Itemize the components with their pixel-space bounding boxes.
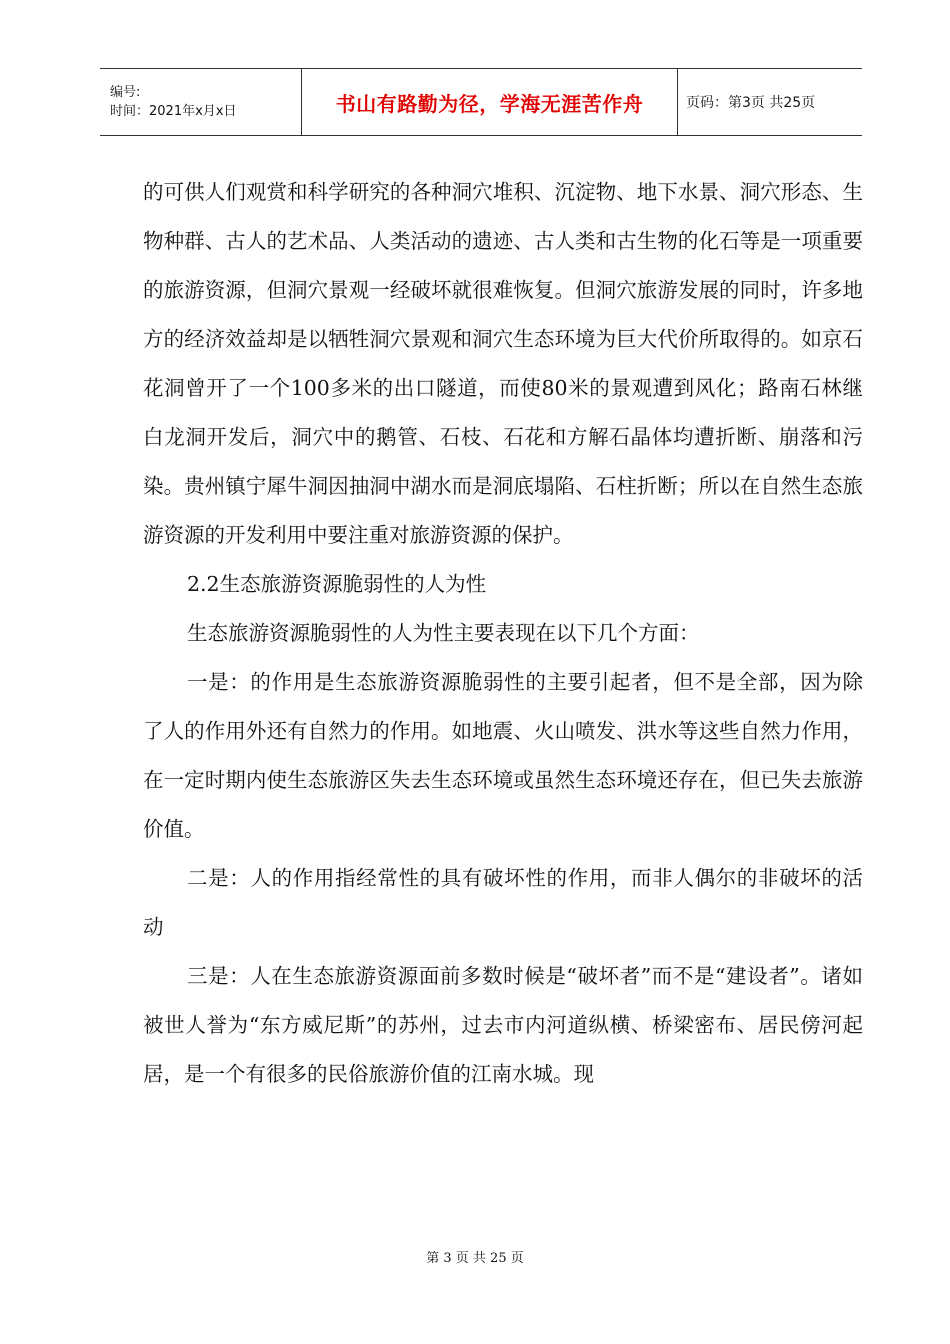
paragraph: 三是：人在生态旅游资源面前多数时候是“破坏者”而不是“建设者”。诸如被世人誉为“东方威尼斯”的苏州，过去市内河道纵横、桥梁密布、居民傍河起居，是一个有很多的民俗旅游价值的江南水城。现 <box>143 964 863 1086</box>
paragraph: 生态旅游资源脆弱性的人为性主要表现在以下几个方面： <box>187 621 700 645</box>
section-heading: 2.2生态旅游资源脆弱性的人为性 <box>187 572 487 596</box>
header-meta <box>100 69 302 135</box>
paragraph: 二是：人的作用指经常性的具有破坏性的作用，而非人偶尔的非破坏的活动 <box>143 866 863 939</box>
header-motto-cell <box>302 69 678 135</box>
paragraph: 的可供人们观赏和科学研究的各种洞穴堆积、沉淀物、地下水景、洞穴形态、生物种群、古人的艺术品、人类活动的遗迹、古人类和古生物的化石等是一项重要的旅游资源，但洞穴景观一经破坏就很难恢复。但洞穴旅游发展的同时，许多地方的经济效益却是以牺牲洞穴景观和洞穴生态环境为巨大代价所取得的。如京石花洞曾开了一个100多米的出口隧道，而使80米的景观遭到风化；路南石林继白龙洞开发后，洞穴中的鹅管、石枝、石花和方解石晶体均遭折断、崩落和污染。贵州镇宁犀牛洞因抽洞中湖水而是洞底塌陷、石柱折断；所以在自然生态旅游资源的开发利用中要注重对旅游资源的保护。 <box>143 180 863 547</box>
motto-text: 书山有路勤为径，学海无涯苦作舟 <box>335 91 644 116</box>
document-body <box>143 168 863 1099</box>
header-page-info <box>678 69 862 135</box>
serial-label: 编号: <box>110 85 141 100</box>
paragraph: 一是：的作用是生态旅游资源脆弱性的主要引起者，但不是全部，因为除了人的作用外还有自然力的作用。如地震、火山喷发、洪水等这些自然力作用，在一定时期内使生态旅游区失去生态环境或虽然生态环境还存在，但已失去旅游价值。 <box>143 670 863 841</box>
time-label: 时间：2021年x月x日 <box>110 104 237 119</box>
page-info-text: 页码：第3页 共25页 <box>686 95 816 111</box>
page-footer: 第 3 页 共 25 页 <box>426 1251 524 1266</box>
document-header <box>100 68 862 136</box>
